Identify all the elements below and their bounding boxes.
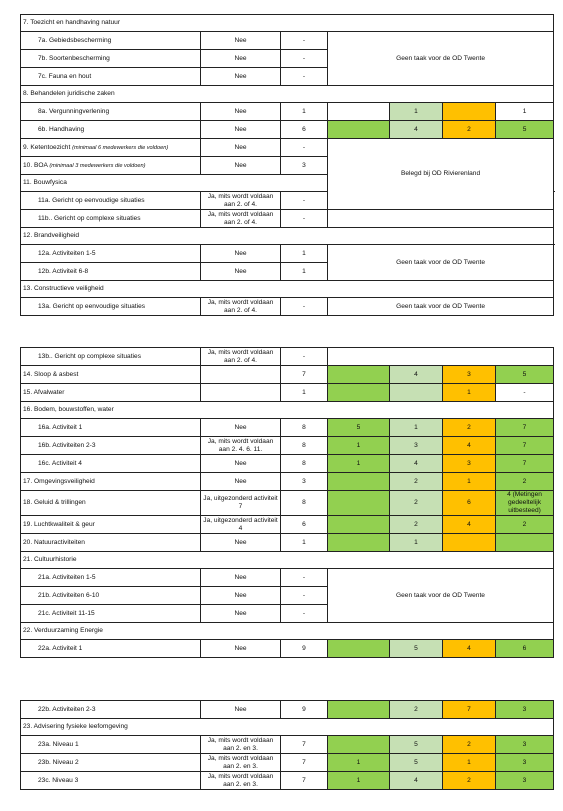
score-cell: 5 — [496, 121, 554, 139]
section-title: 13. Constructieve veiligheid — [21, 281, 554, 298]
score-cell: 6 — [443, 491, 496, 516]
merged-note-cell: Belegd bij OD Rivierenland — [328, 139, 554, 210]
score-cell: 1 — [390, 103, 443, 121]
task-note: (minimaal 6 medewerkers die voldoen) — [72, 144, 169, 151]
score-cell: 2 — [390, 491, 443, 516]
section-title: 12. Brandveiligheid — [21, 228, 554, 245]
requirements-table — [20, 14, 554, 316]
condition-cell: Nee — [201, 103, 281, 121]
task-label-text: 12b. Activiteit 6-8 — [38, 267, 89, 275]
task-label — [21, 587, 201, 605]
section-header-row — [21, 623, 554, 640]
score-cell — [328, 516, 390, 534]
task-label-text: 13a. Gericht op eenvoudige situaties — [38, 302, 146, 310]
score-cell: 1 — [390, 419, 443, 437]
task-label-text: 8a. Vergunningverlening — [38, 107, 110, 115]
count-cell: 1 — [281, 384, 328, 402]
score-cell: 2 — [443, 419, 496, 437]
task-label-text: 23b. Niveau 2 — [38, 758, 79, 766]
count-cell: - — [281, 68, 328, 86]
section-header-row — [21, 719, 554, 736]
count-cell: - — [281, 605, 328, 623]
condition-cell: Nee — [201, 32, 281, 50]
condition-cell: Nee — [201, 157, 281, 175]
score-cell: 1 — [443, 754, 496, 772]
count-cell: 7 — [281, 754, 328, 772]
score-cell — [328, 534, 390, 552]
condition-cell: Nee — [201, 50, 281, 68]
task-label-text: 11a. Gericht op eenvoudige situaties — [38, 196, 145, 204]
condition-cell: Nee — [201, 68, 281, 86]
task-label-text: 15. Afvalwater — [23, 388, 65, 396]
task-label-text: 16b. Activiteiten 2-3 — [38, 441, 96, 449]
task-label — [21, 298, 201, 316]
score-cell: 3 — [496, 772, 554, 790]
score-cell — [328, 384, 390, 402]
count-cell: 1 — [281, 103, 328, 121]
condition-cell: Nee — [201, 245, 281, 263]
score-cell: 2 — [496, 473, 554, 491]
condition-cell: Nee — [201, 587, 281, 605]
task-label-text: 14. Sloop & asbest — [23, 370, 79, 378]
score-cell: 2 — [443, 121, 496, 139]
table-row — [21, 437, 554, 455]
condition-cell: Ja, mits wordt voldaan aan 2. of 4. — [201, 192, 281, 210]
table-row — [21, 121, 554, 139]
count-cell: 7 — [281, 366, 328, 384]
table-row — [21, 754, 554, 772]
task-label — [21, 50, 201, 68]
task-label — [21, 534, 201, 552]
task-label-text: 6b. Handhaving — [38, 125, 85, 133]
task-label — [21, 139, 201, 157]
count-cell: - — [281, 32, 328, 50]
condition-cell — [201, 366, 281, 384]
score-cell — [328, 103, 390, 121]
condition-cell: Nee — [201, 569, 281, 587]
score-cell: 3 — [496, 736, 554, 754]
table-row — [21, 32, 554, 50]
score-cell: 5 — [328, 419, 390, 437]
score-cell: 3 — [443, 455, 496, 473]
condition-cell: Ja, mits wordt voldaan aan 2. of 4. — [201, 348, 281, 366]
count-cell: - — [281, 192, 328, 210]
count-cell: 9 — [281, 701, 328, 719]
task-label-text: 21c. Activiteit 11-15 — [38, 609, 95, 617]
count-cell: 1 — [281, 245, 328, 263]
score-cell: 4 — [390, 121, 443, 139]
score-cell: 1 — [328, 455, 390, 473]
count-cell: 8 — [281, 437, 328, 455]
task-label-text: 12a. Activiteiten 1-5 — [38, 249, 96, 257]
score-cell: 2 — [443, 736, 496, 754]
task-label — [21, 772, 201, 790]
count-cell: - — [281, 210, 328, 228]
table-row — [21, 298, 554, 316]
condition-cell: Ja, mits wordt voldaan aan 2. of 4. — [201, 210, 281, 228]
condition-cell: Nee — [201, 701, 281, 719]
score-cell: 1 — [496, 103, 554, 121]
task-label-text: 7c. Fauna en hout — [38, 72, 92, 80]
table-row — [21, 736, 554, 754]
task-label — [21, 516, 201, 534]
table-row — [21, 701, 554, 719]
score-cell: 5 — [390, 754, 443, 772]
count-cell: 7 — [281, 772, 328, 790]
count-cell: 3 — [281, 473, 328, 491]
task-label-text: 10. BOA — [23, 161, 48, 169]
count-cell: - — [281, 139, 328, 157]
count-cell: 6 — [281, 121, 328, 139]
score-cell — [390, 384, 443, 402]
table-row — [21, 384, 554, 402]
score-cell: 1 — [328, 437, 390, 455]
score-cell: 6 — [496, 640, 554, 658]
task-label — [21, 455, 201, 473]
task-label-text: 9. Ketentoezicht — [23, 143, 71, 151]
score-cell: 1 — [443, 473, 496, 491]
score-cell: 2 — [496, 516, 554, 534]
condition-cell — [201, 384, 281, 402]
table-row — [21, 569, 554, 587]
score-cell — [443, 103, 496, 121]
section-header-row — [21, 402, 554, 419]
section-header-row — [21, 15, 554, 32]
score-cell: 2 — [390, 516, 443, 534]
task-label-text: 11b.. Gericht op complexe situaties — [38, 214, 141, 222]
task-label-text: 21a. Activiteiten 1-5 — [38, 573, 96, 581]
task-label — [21, 437, 201, 455]
section-header-row — [21, 228, 554, 245]
task-label — [21, 157, 201, 175]
task-label-text: 13b.. Gericht op complexe situaties — [38, 352, 141, 360]
score-cell: 3 — [496, 754, 554, 772]
section-title: 23. Advisering fysieke leefomgeving — [21, 719, 554, 736]
section-header-row — [21, 86, 554, 103]
score-cell — [496, 534, 554, 552]
task-label — [21, 754, 201, 772]
table-row — [21, 210, 554, 228]
condition-cell: Nee — [201, 139, 281, 157]
task-note: (minimaal 3 medewerkers die voldoen) — [49, 162, 146, 169]
count-cell: 6 — [281, 516, 328, 534]
score-cell — [328, 121, 390, 139]
task-label — [21, 245, 201, 263]
table-row — [21, 366, 554, 384]
condition-cell: Ja, mits wordt voldaan aan 2. en 3. — [201, 754, 281, 772]
task-label-text: 23a. Niveau 1 — [38, 740, 79, 748]
score-cell — [328, 366, 390, 384]
condition-cell: Nee — [201, 455, 281, 473]
score-cell: 7 — [496, 437, 554, 455]
section-title: 22. Verduurzaming Energie — [21, 623, 554, 640]
score-cell: 3 — [390, 437, 443, 455]
score-cell: 4 — [390, 455, 443, 473]
count-cell: - — [281, 569, 328, 587]
condition-cell: Nee — [201, 263, 281, 281]
score-cell: 7 — [496, 419, 554, 437]
section-title: 8. Behandelen juridische zaken — [21, 86, 554, 103]
condition-cell: Nee — [201, 640, 281, 658]
task-label-text: 23c. Niveau 3 — [38, 776, 79, 784]
task-label-text: 19. Luchtkwaliteit & geur — [23, 520, 95, 528]
task-label — [21, 103, 201, 121]
count-cell: - — [281, 50, 328, 68]
condition-cell: Nee — [201, 121, 281, 139]
task-label-text: 18. Geluid & trillingen — [23, 499, 86, 506]
score-cell — [328, 640, 390, 658]
condition-cell: Ja, uitgezonderd activiteit 4 — [201, 516, 281, 534]
score-cell: 4 — [443, 516, 496, 534]
task-label-text: 22b. Activiteiten 2-3 — [38, 705, 96, 713]
condition-cell: Ja, mits wordt voldaan aan 2. of 4. — [201, 298, 281, 316]
task-label — [21, 210, 201, 228]
condition-cell: Ja, mits wordt voldaan aan 2. 4. 6. 11. — [201, 437, 281, 455]
table-row — [21, 491, 554, 516]
condition-cell: Nee — [201, 419, 281, 437]
score-cell: 7 — [496, 455, 554, 473]
merged-note-cell: Geen taak voor de OD Twente — [328, 32, 554, 86]
score-cell: 2 — [443, 772, 496, 790]
count-cell: 8 — [281, 419, 328, 437]
task-label — [21, 473, 201, 491]
merged-note-cell: Geen taak voor de OD Twente — [328, 298, 554, 316]
task-label-text: 21b. Activiteiten 6-10 — [38, 591, 100, 599]
merged-note-cell: Geen taak voor de OD Twente — [328, 569, 554, 623]
count-cell: 9 — [281, 640, 328, 658]
score-cell: 4 — [390, 772, 443, 790]
table-row — [21, 103, 554, 121]
task-label — [21, 68, 201, 86]
task-label — [21, 121, 201, 139]
score-cell — [328, 473, 390, 491]
requirements-table — [20, 700, 554, 790]
score-cell — [328, 701, 390, 719]
task-label-text: 17. Omgevingsveiligheid — [23, 477, 95, 485]
task-label — [21, 419, 201, 437]
score-cell: 4 — [443, 437, 496, 455]
score-cell: 1 — [443, 384, 496, 402]
task-label — [21, 736, 201, 754]
table-row — [21, 534, 554, 552]
table-row — [21, 139, 554, 157]
task-label — [21, 32, 201, 50]
table-row — [21, 640, 554, 658]
task-label-text: 7b. Soortenbescherming — [38, 54, 110, 62]
condition-cell: Ja, mits wordt voldaan aan 2. en 3. — [201, 772, 281, 790]
score-cell: 5 — [496, 366, 554, 384]
merged-note-cell: Geen taak voor de OD Twente — [328, 245, 554, 281]
condition-cell: Nee — [201, 605, 281, 623]
task-label — [21, 701, 201, 719]
task-label — [21, 192, 201, 210]
condition-cell: Nee — [201, 473, 281, 491]
score-cell: 4 — [390, 366, 443, 384]
merged-note-cell — [328, 348, 554, 366]
count-cell: 7 — [281, 736, 328, 754]
task-label-text: 20. Natuuractiviteiten — [23, 538, 85, 546]
requirements-table — [20, 347, 554, 658]
table-row — [21, 772, 554, 790]
count-cell: - — [281, 587, 328, 605]
count-cell: - — [281, 298, 328, 316]
task-label — [21, 263, 201, 281]
task-label — [21, 569, 201, 587]
task-label — [21, 366, 201, 384]
score-cell: 5 — [390, 736, 443, 754]
task-label-text: 16a. Activiteit 1 — [38, 423, 83, 431]
task-label-text: 7a. Gebiedsbescherming — [38, 36, 112, 44]
task-label-text: 16c. Activiteit 4 — [38, 459, 82, 467]
table-row — [21, 455, 554, 473]
score-cell: 3 — [443, 366, 496, 384]
score-cell: 4 — [443, 640, 496, 658]
task-label — [21, 491, 201, 516]
score-cell: 2 — [390, 473, 443, 491]
score-cell: 4 (Metingen gedeeltelijk uitbesteed) — [496, 491, 554, 516]
section-title: 7. Toezicht en handhaving natuur — [21, 15, 554, 32]
score-cell — [443, 534, 496, 552]
table-row — [21, 245, 554, 263]
count-cell: - — [281, 348, 328, 366]
score-cell: 5 — [390, 640, 443, 658]
count-cell: 1 — [281, 263, 328, 281]
condition-cell: Nee — [201, 534, 281, 552]
score-cell: 1 — [390, 534, 443, 552]
score-cell: 2 — [390, 701, 443, 719]
count-cell: 8 — [281, 455, 328, 473]
count-cell: 3 — [281, 157, 328, 175]
score-cell: 7 — [443, 701, 496, 719]
section-header-row — [21, 281, 554, 298]
section-header-row — [21, 552, 554, 569]
count-cell: 1 — [281, 534, 328, 552]
score-cell: 1 — [328, 772, 390, 790]
section-title: 11. Bouwfysica — [21, 175, 554, 192]
table-row — [21, 419, 554, 437]
table-row — [21, 473, 554, 491]
task-label — [21, 640, 201, 658]
task-label — [21, 384, 201, 402]
table-row — [21, 516, 554, 534]
section-title: 16. Bodem, bouwstoffen, water — [21, 402, 554, 419]
condition-cell: Ja, mits wordt voldaan aan 2. en 3. — [201, 736, 281, 754]
score-cell: 3 — [496, 701, 554, 719]
table-row — [21, 348, 554, 366]
count-cell: 8 — [281, 491, 328, 516]
condition-cell: Ja, uitgezonderd activiteit 7 — [201, 491, 281, 516]
task-label — [21, 605, 201, 623]
score-cell — [328, 491, 390, 516]
task-label-text: 22a. Activiteit 1 — [38, 644, 83, 652]
task-label — [21, 348, 201, 366]
score-cell: 1 — [328, 754, 390, 772]
score-cell: - — [496, 384, 554, 402]
section-title: 21. Cultuurhistorie — [21, 552, 554, 569]
score-cell — [328, 736, 390, 754]
